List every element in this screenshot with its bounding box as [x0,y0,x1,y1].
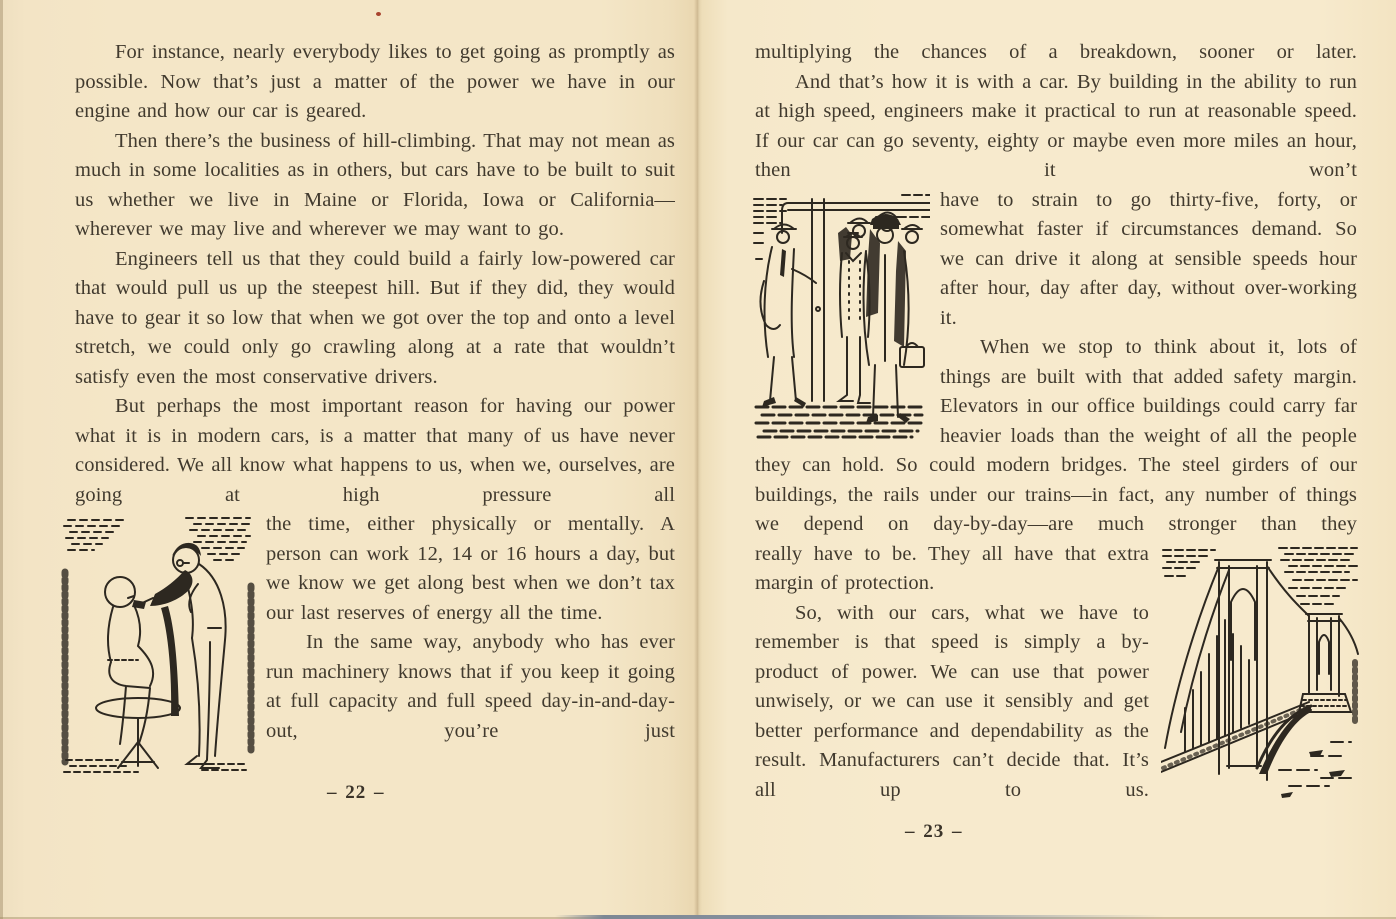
paragraph: So, with our cars, what we have to remember is that speed is simply a by-product of power. We can use that power unwisely, or we can use it sensibly and get better performance and dependability as the result. Manufacturers can’t decide that. It’s all up to us. [755,601,1149,801]
paragraph: In the same way, anybody who has ever run machinery knows that if you keep it going at full capacity and full speed day-in-and-day-out, you’re just [266,631,675,742]
paragraph: really have to be. They all have that extra margin of protection. [755,542,1149,594]
scan-edge-artifact [555,915,1165,919]
doctor-examination-illustration [58,512,258,778]
gutter-crease [694,0,702,919]
paragraph: And that’s how it is with a car. By building in the ability to run at high speed, engineers make it practical to run at reasonable speed. If our car can go seventy, eighty or maybe even more miles an hour, then it won’t [755,70,1357,181]
elevator-crowd-illustration [752,189,930,439]
paragraph: But perhaps the most important reason for having our power what it is in modern cars, is a matter that many of us have never considered. We all know what happens to us, when we, ourselves, are going at high pressure all [75,395,675,506]
paragraph: have to strain to go thirty-five, forty, or somewhat faster if circumstances demand. So we can drive it along at sensible speeds hour after hour, day after day, without over-working it. [940,188,1357,329]
left-page-edge-shade [0,0,3,919]
paragraph: When we stop to think about it, lots of things are built with that added safety margin. Elevators in our office buildings could carry far heavier loads than the weight of all the people they can hold. So could modern bridges. The steel girders of our buildings, the rails under our trains—in fact, any number of things we depend on day-by-day—are much stronger than they [755,336,1357,535]
right-page [698,0,1396,919]
paragraph: multiplying the chances of a breakdown, sooner or later. [755,41,1357,63]
paragraph: the time, either physically or mentally. A person can work 12, 14 or 16 hours a day, but we know we get along best when we don’t tax our last reserves of energy all the time. [266,513,675,624]
paragraph: Engineers tell us that they could build a fairly low-powered car that would pull us up the steepest hill. But if they did, they would have to gear it so low that when we got over the top and onto a level stretch, we could only go crawling along at a rate that wouldn’t satisfy even the most conservative drivers. [75,247,675,388]
page-number-left: – 22 – [327,782,385,803]
left-page-text [75,38,675,808]
page-number-right: – 23 – [905,821,963,842]
red-ink-speck [376,12,381,16]
suspension-bridge-illustration [1161,542,1359,803]
paragraph: For instance, nearly everybody likes to get going as promptly as possible. Now that’s just a matter of the power we have in our engine and how our car is geared. [75,41,675,122]
right-page-text [755,38,1357,847]
paragraph: Then there’s the business of hill-climbing. That may not mean as much in some localities as in others, but cars have to be built to suit us whether we live in Maine or Florida, Iowa or California—wherever we may live and wherever we may want to go. [75,129,675,240]
